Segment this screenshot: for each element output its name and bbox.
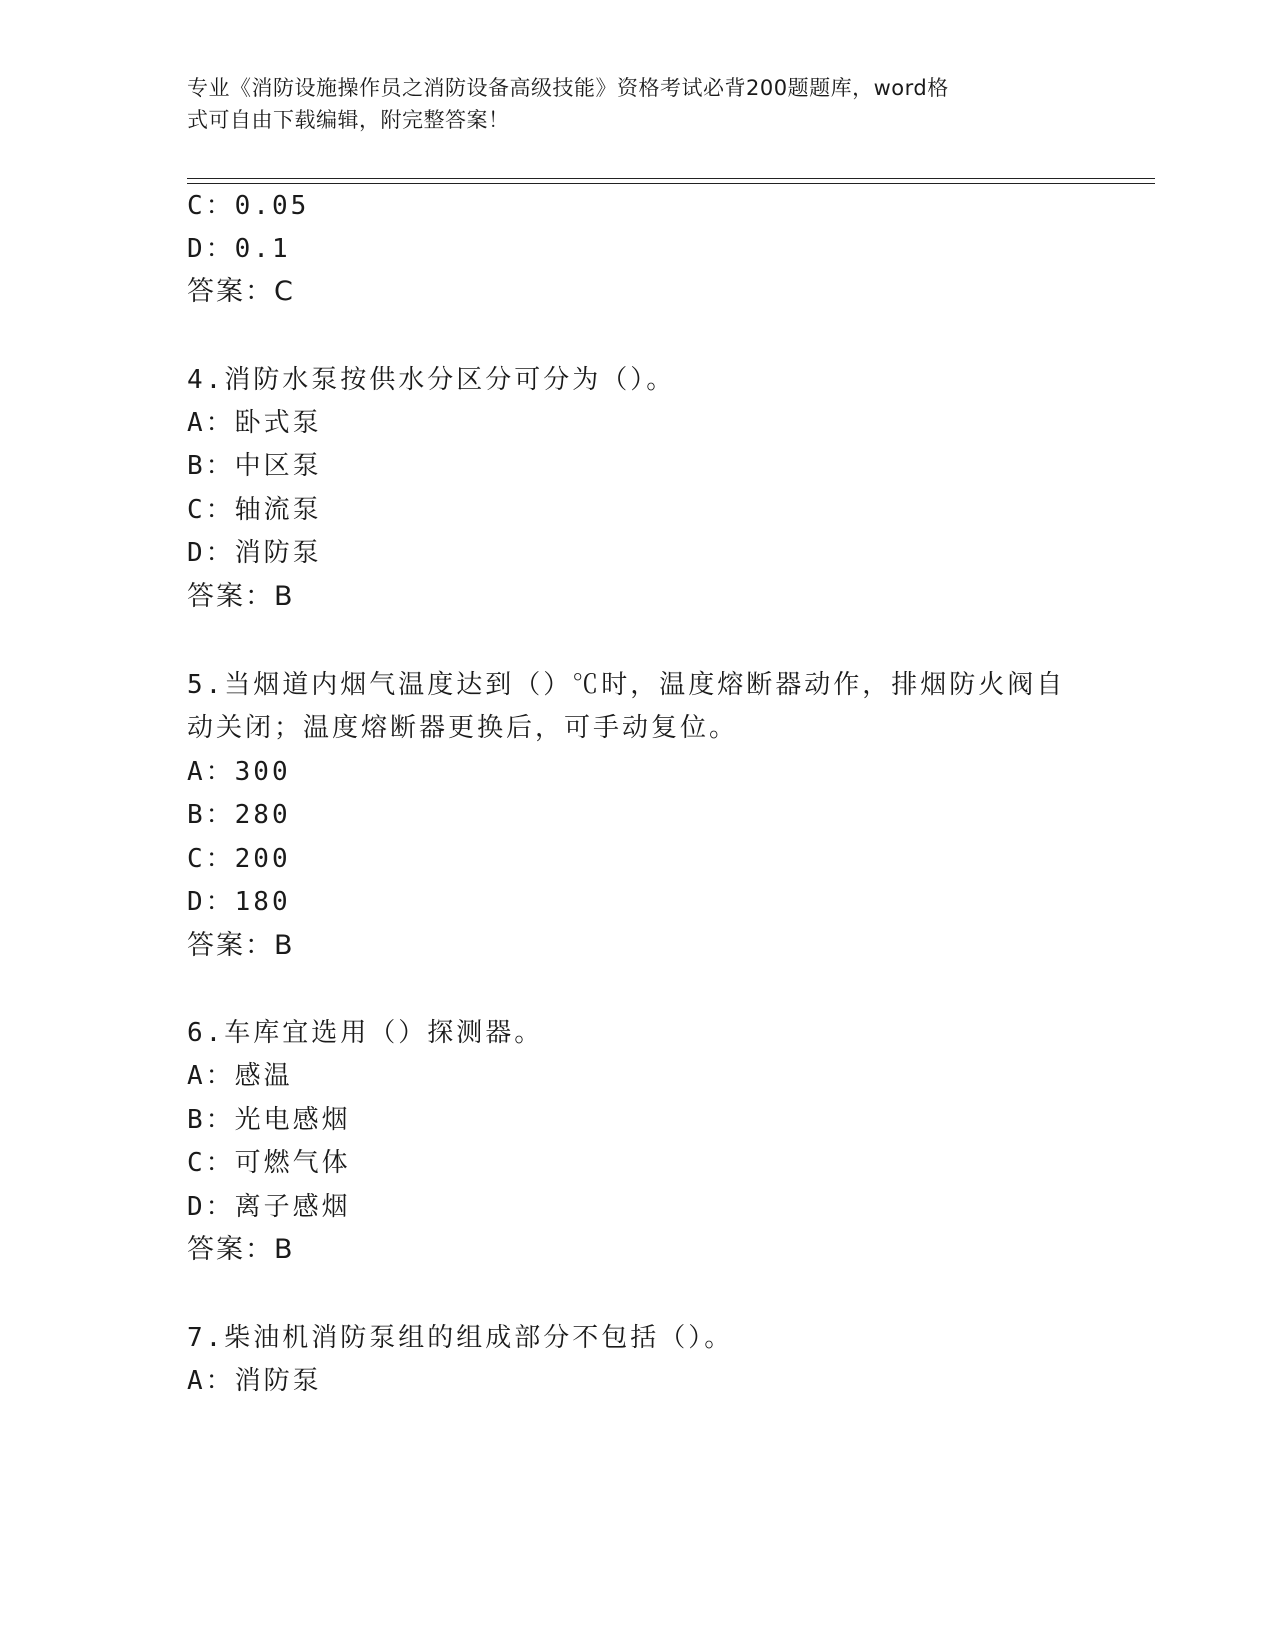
q6-stem: 6.车库宜选用（）探测器。 <box>187 1018 544 1048</box>
q3-option-d: D：0.1 <box>187 234 291 264</box>
q5-option-b: B：280 <box>187 800 291 830</box>
q3-answer: 答案：C <box>187 276 295 307</box>
q4-answer: 答案：B <box>187 581 295 612</box>
q7-option-a: A：消防泵 <box>187 1366 322 1396</box>
q6-answer: 答案：B <box>187 1234 295 1265</box>
q5-option-d: D：180 <box>187 887 291 917</box>
header-divider-top <box>187 178 1155 179</box>
q4-option-b: B：中区泵 <box>187 451 322 481</box>
q5-stem-line-1: 5.当烟道内烟气温度达到（）℃时，温度熔断器动作，排烟防火阀自 <box>187 670 1066 700</box>
q4-stem: 4.消防水泵按供水分区分可分为（）。 <box>187 365 676 395</box>
q3-option-c: C：0.05 <box>187 191 310 221</box>
q6-option-c: C：可燃气体 <box>187 1148 351 1178</box>
q5-stem-line-2: 动关闭；温度熔断器更换后，可手动复位。 <box>187 713 739 743</box>
q5-answer: 答案：B <box>187 930 295 961</box>
header-divider-bottom <box>187 183 1155 184</box>
q4-option-a: A：卧式泵 <box>187 408 322 438</box>
q6-option-b: B：光电感烟 <box>187 1105 351 1135</box>
q4-option-d: D：消防泵 <box>187 538 322 568</box>
header-line-2: 式可自由下载编辑，附完整答案！ <box>187 108 510 132</box>
q5-option-a: A：300 <box>187 757 291 787</box>
document-header <box>187 72 1067 136</box>
q4-option-c: C：轴流泵 <box>187 495 322 525</box>
header-line-1: 专业《消防设施操作员之消防设备高级技能》资格考试必背200题题库，word格 <box>187 76 949 100</box>
q5-option-c: C：200 <box>187 844 291 874</box>
q6-option-d: D：离子感烟 <box>187 1192 351 1222</box>
q6-option-a: A：感温 <box>187 1061 293 1091</box>
q7-stem: 7.柴油机消防泵组的组成部分不包括（）。 <box>187 1323 734 1353</box>
